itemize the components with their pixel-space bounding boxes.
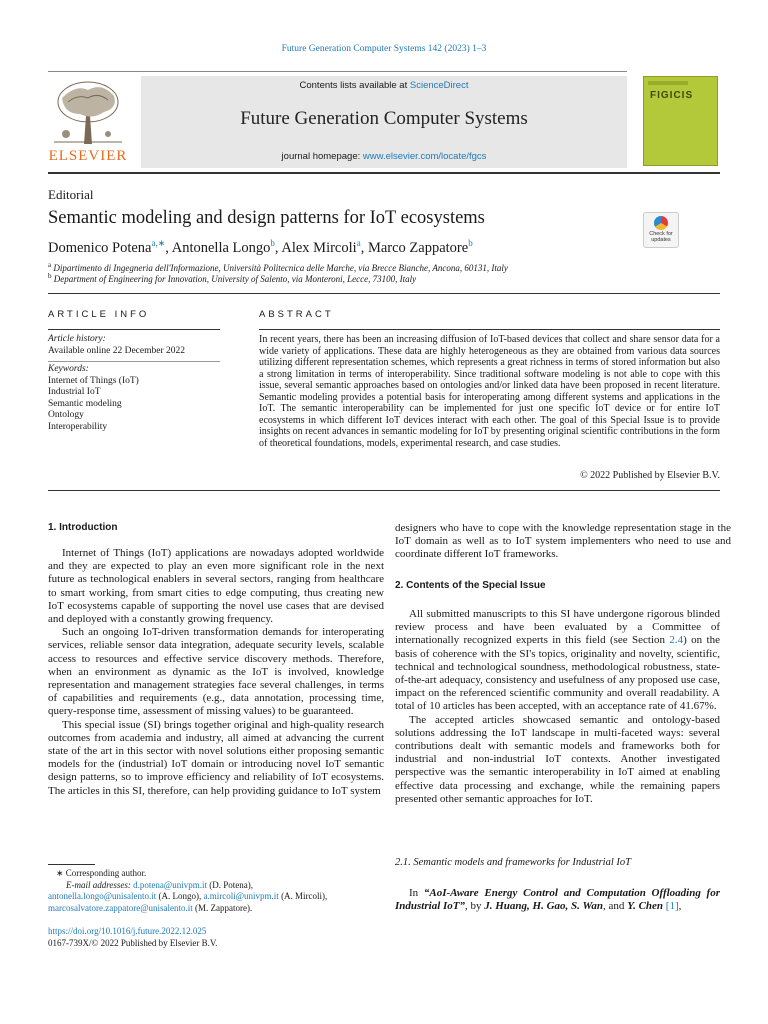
paragraph: Internet of Things (IoT) applications are nowadays adopted worldwide and they are expected to play an even more significant role in the next future as technological enablers in several sectors, ranging from healthcare to smart working, from smart cities to edge computing, thus creating new IoT ecosystems capable of supporting the novel use cases that are devised and deployed with a constantly growing frequency. xyxy=(48,547,384,626)
article-type: Editorial xyxy=(48,187,94,202)
contents-prefix: Contents lists available at xyxy=(299,80,410,91)
reference-link[interactable]: [1] xyxy=(665,900,679,913)
homepage-link[interactable]: www.elsevier.com/locate/fgcs xyxy=(362,151,487,162)
affiliation xyxy=(48,272,416,284)
author-name[interactable]: Alex Mircoli xyxy=(281,239,357,256)
paragraph: The accepted articles showcased semantic and ontology-based solutions addressing the IoT landscape in multi-faceted ways: several contributions dealt with semantic models and frameworks both for industrial and non-industrial IoT contexts. Another investigated perspective was the semantic interoperability in IoT aimed at enabling effective data processing and exchange, while the remaining papers presented other semantic approaches for IoT. xyxy=(395,713,720,805)
affiliation-mark: b xyxy=(48,272,52,280)
email-owner: (A. Mircoli), xyxy=(278,891,328,901)
keywords-block xyxy=(48,364,220,433)
paper-authors: Y. Chen xyxy=(627,900,664,913)
left-column-text xyxy=(48,547,384,798)
author-name[interactable]: Antonella Longo xyxy=(171,239,271,256)
paragraph-text: All submitted manuscripts to this SI have undergone rigorous blinded review process and have been evaluated by a Committee of internationally recognized experts in this field (see Section xyxy=(395,608,720,647)
author-name[interactable]: Domenico Potena xyxy=(48,239,152,256)
article-history xyxy=(48,334,220,357)
keyword: Ontology xyxy=(48,410,84,420)
cover-stripe xyxy=(648,81,688,85)
author-affil-mark[interactable]: a xyxy=(356,238,361,248)
keywords-rule xyxy=(48,361,220,362)
check-for-updates-label: Check for updates xyxy=(649,231,673,243)
footnotes xyxy=(48,868,384,914)
article-title: Semantic modeling and design patterns for IoT ecosystems xyxy=(48,208,485,228)
sciencedirect-link[interactable]: ScienceDirect xyxy=(409,80,469,91)
paragraph xyxy=(395,887,720,913)
email-owner: (A. Longo), xyxy=(156,891,204,901)
subsection-heading: 2.1. Semantic models and frameworks for Industrial IoT xyxy=(395,857,631,868)
abstract-copyright: © 2022 Published by Elsevier B.V. xyxy=(580,470,720,481)
article-info-heading: ARTICLE INFO xyxy=(48,309,150,320)
subsection-text xyxy=(395,887,720,913)
affiliation-mark: a xyxy=(48,261,52,269)
email-line xyxy=(48,880,384,892)
keyword: Semantic modeling xyxy=(48,398,122,409)
paragraph-text: ) on the basis of coherence with the SI's topics, originality and novelty, scientific, technical and technological soundness, methodological robustness, state-of-the-art adequacy, consistency and usefulness of any proposed use case, impact on the referenced scientific community and overall readability. A total of 10 articles has been accepted, with an acceptance rate of 41.67%. xyxy=(395,634,720,713)
elsevier-logo xyxy=(48,76,128,166)
paper-authors: J. Huang, H. Gao, S. Wan xyxy=(484,900,604,913)
history-value: Available online 22 December 2022 xyxy=(48,345,185,356)
email-line xyxy=(48,903,384,915)
info-top-rule xyxy=(48,293,720,294)
paragraph-text: , by xyxy=(465,900,485,913)
email-link[interactable]: d.potena@univpm.it xyxy=(133,879,207,890)
email-link[interactable]: marcosalvatore.zappatore@unisalento.it xyxy=(48,902,193,913)
keyword: Internet of Things (IoT) xyxy=(48,375,139,386)
cover-title: FIGICIS xyxy=(650,90,694,101)
email-label: E-mail addresses: xyxy=(66,879,131,890)
author-affil-mark[interactable]: b xyxy=(468,238,473,248)
paragraph: Such an ongoing IoT-driven transformation demands for interoperating services, reliable sensor data integration, adequate security levels, scalable access to resources and effective service discovery methods. Therefore, when an environment as dynamic as the IoT is involved, knowledge representation and management strategies face several challenges, in terms of capabilities and requirements (e.g., data annotation, processing time, query-response time, assessment of missing values) to be guaranteed. xyxy=(48,626,384,718)
paragraph: designers who have to cope with the knowledge representation stage in the IoT domain as well as to IoT system implementers who need to use and coordinate different IoT frameworks. xyxy=(395,522,731,561)
paragraph xyxy=(395,608,720,714)
footnote-rule xyxy=(48,864,95,865)
author-list: Domenico Potena$^{a,∗}$, Antonella Longo$^b$, Alex Mircoli$^a$, Marco Zappatore$^b$ xyxy=(48,238,473,256)
section-ref-link[interactable]: 2.4 xyxy=(669,634,684,647)
journal-citation[interactable]: Future Generation Computer Systems 142 (2023) 1–3 xyxy=(281,44,487,54)
elsevier-tree-icon xyxy=(48,76,126,146)
paragraph-text: In xyxy=(409,887,424,899)
right-column-continuation xyxy=(395,522,731,562)
abstract-bottom-rule xyxy=(48,490,720,491)
elsevier-wordmark: ELSEVIER xyxy=(48,148,128,164)
header-divider xyxy=(48,71,627,72)
paragraph: This special issue (SI) brings together original and high-quality research outcomes from academia and industry, all aimed at advancing the current state of the art in this sector with novel solutions either proposing semantic models for the (industrial) IoT domain or introducing novel IoT semantic design patterns, so to improve efficiency and reliability of IoT ecosystems. The articles in this SI, therefore, can help providing guidance to IoT system xyxy=(48,718,384,797)
doi-block xyxy=(48,926,384,949)
keyword: Industrial IoT xyxy=(48,387,101,397)
author-affil-mark[interactable]: b xyxy=(270,238,275,248)
footnote-mark: ∗ xyxy=(56,868,64,878)
corresponding-author-note xyxy=(48,868,384,880)
abstract-heading: ABSTRACT xyxy=(259,309,334,320)
right-column-text xyxy=(395,608,720,806)
header-bottom-rule xyxy=(48,172,720,174)
keywords-label: Keywords: xyxy=(48,364,89,374)
section-heading: 2. Contents of the Special Issue xyxy=(395,580,546,591)
article-info-rule xyxy=(48,329,220,330)
author-affil-mark[interactable]: a,∗ xyxy=(151,238,166,248)
paragraph-text: , xyxy=(678,900,682,913)
journal-cover-image[interactable] xyxy=(643,76,718,166)
email-link[interactable]: a.mircoli@univpm.it xyxy=(203,891,279,901)
email-owner: (D. Potena), xyxy=(206,879,253,890)
paragraph-text: , and xyxy=(603,900,628,913)
check-for-updates-badge[interactable] xyxy=(643,212,679,248)
affiliation-text: Dipartimento di Ingegneria dell'Informazione, Università Politecnica delle Marche, via Brecce Bianche, Ancona, 60131, Italy xyxy=(53,263,508,273)
email-owner: (M. Zappatore). xyxy=(192,902,253,913)
history-label: Article history: xyxy=(48,334,106,344)
issn-line: 0167-739X/© 2022 Published by Elsevier B.V. xyxy=(48,937,218,948)
section-heading: 1. Introduction xyxy=(48,522,118,533)
keyword: Interoperability xyxy=(48,421,108,432)
paper-title: “AoI-Aware Energy Control and Computation Offloading for Industrial IoT” xyxy=(395,887,720,913)
footnote-text: Corresponding author. xyxy=(65,868,147,878)
homepage-prefix: journal homepage: xyxy=(281,151,363,162)
contents-availability xyxy=(141,80,627,91)
email-line xyxy=(48,891,384,903)
author-name[interactable]: Marco Zappatore xyxy=(367,239,469,256)
crossmark-icon xyxy=(654,216,668,230)
journal-homepage xyxy=(141,151,627,162)
email-link[interactable]: antonella.longo@unisalento.it xyxy=(48,891,157,901)
journal-title: Future Generation Computer Systems xyxy=(240,108,528,129)
abstract-rule xyxy=(259,329,720,330)
doi-link[interactable]: https://doi.org/10.1016/j.future.2022.12.025 xyxy=(48,926,207,936)
abstract-text: In recent years, there has been an increasing diffusion of IoT-based devices that collect and share sensor data for a wide variety of applications. These data are highly heterogeneous as they are obtained from various data sources utilizing different representation schemes, which represents a great richness in terms of stored information but also a strong limitation in terms of interoperability. Since traditional software modeling is not able to cope with this issue, several semantic approaches based on ontologies and/or linked data have been proposed in recent literature. Semantic modeling provides a potential basis for interoperating among different systems and applications in the IoT. The semantic interoperability can be implemented for just one specific IoT device or for entire IoT ecosystems in which different IoT devices interact with each other. The goal of this Special Issue is to provide insights on recent advances in semantic modeling for IoT by presenting original scientific contributions in the form of theoretical foundations, models, experimental research, and case studies. xyxy=(259,334,720,449)
affiliation-text: Department of Engineering for Innovation, University of Salento, via Monteroni, Lecce, 73100, Italy xyxy=(53,274,417,284)
